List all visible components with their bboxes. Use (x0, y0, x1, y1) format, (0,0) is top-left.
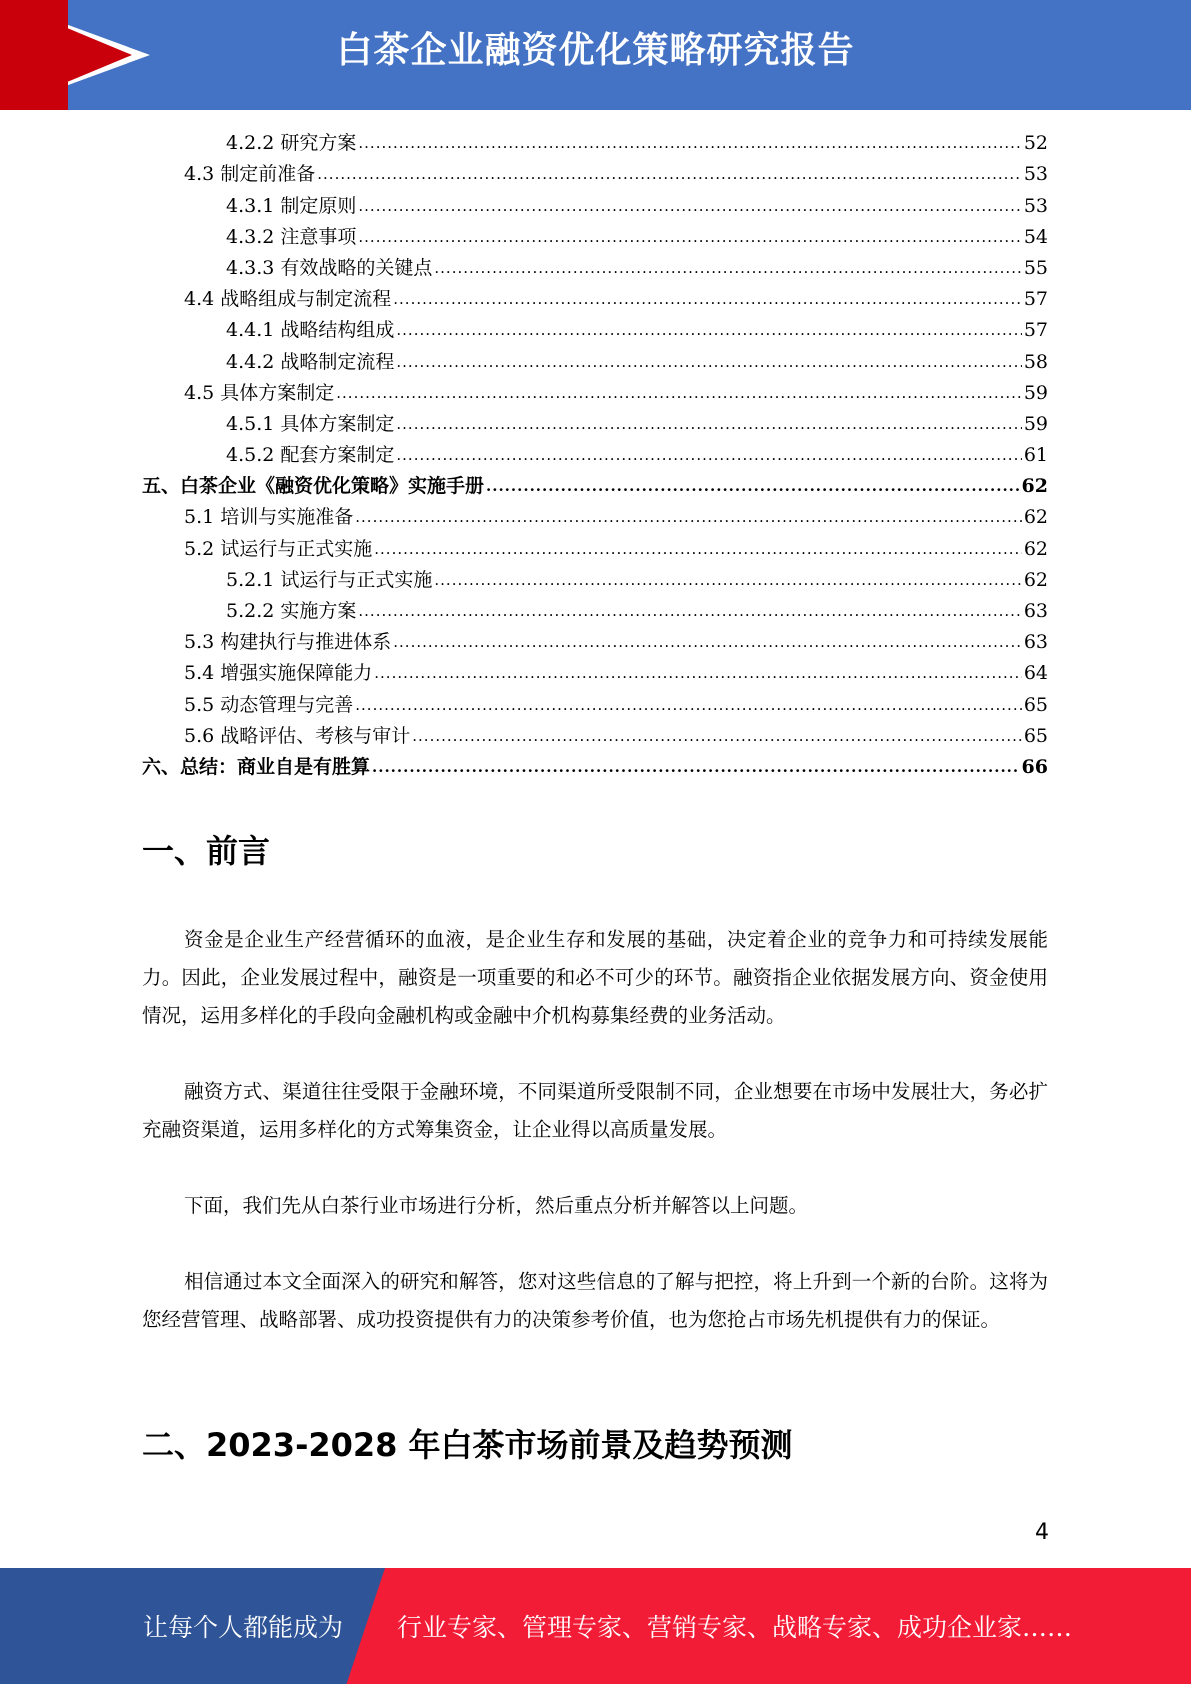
toc-entry[interactable] (142, 284, 1048, 315)
toc-entry-label: 4.3.2 注意事项 (226, 225, 357, 248)
toc-entry[interactable] (142, 627, 1048, 658)
paragraph: 相信通过本文全面深入的研究和解答，您对这些信息的了解与把控，将上升到一个新的台阶。这将为您经营管理、战略部署、成功投资提供有力的决策参考价值，也为您抢占市场先机提供有力的保证。 (142, 1270, 1048, 1331)
section-heading-preface: 一、前言 (142, 832, 271, 870)
toc-entry-page: 53 (1023, 163, 1048, 186)
toc-leader-dots (434, 565, 1021, 596)
toc-leader-dots (355, 502, 1022, 533)
toc-entry[interactable] (142, 721, 1048, 752)
toc-entry[interactable] (142, 315, 1048, 346)
toc-entry[interactable] (142, 689, 1048, 720)
toc-entry[interactable] (142, 128, 1048, 159)
toc-entry-page: 58 (1023, 350, 1048, 373)
page-number: 4 (1035, 1520, 1049, 1545)
toc-entry-label: 4.2.2 研究方案 (226, 132, 357, 155)
toc-entry-label: 5.5 动态管理与完善 (184, 693, 354, 716)
toc-leader-dots (358, 128, 1021, 159)
toc-entry-page: 62 (1023, 568, 1048, 591)
toc-entry[interactable] (142, 565, 1048, 596)
toc-entry[interactable] (142, 253, 1048, 284)
toc-entry-page: 63 (1023, 631, 1048, 654)
paragraph: 下面，我们先从白茶行业市场进行分析，然后重点分析并解答以上问题。 (184, 1194, 809, 1217)
toc-entry-page: 61 (1023, 444, 1048, 467)
toc-entry-page: 52 (1023, 132, 1048, 155)
toc-leader-dots (374, 658, 1022, 689)
page-header (0, 0, 1191, 110)
toc-leader-dots (396, 409, 1021, 440)
toc-entry-page: 55 (1023, 256, 1048, 279)
toc-entry-page: 65 (1023, 724, 1048, 747)
toc-entry-label: 5.6 战略评估、考核与审计 (184, 724, 411, 747)
toc-leader-dots (358, 191, 1021, 222)
toc-entry[interactable] (142, 533, 1048, 564)
toc-leader-dots (393, 627, 1022, 658)
toc-leader-dots (358, 596, 1021, 627)
toc-leader-dots (358, 222, 1021, 253)
toc-leader-dots (336, 378, 1022, 409)
toc-entry-page: 54 (1023, 225, 1048, 248)
toc-leader-dots (393, 284, 1022, 315)
toc-entry-label: 5.1 培训与实施准备 (184, 506, 354, 529)
toc-entry[interactable] (142, 596, 1048, 627)
footer-slogan-left: 让每个人都能成为 (143, 1613, 344, 1642)
toc-entry-page: 62 (1021, 475, 1048, 498)
toc-entry[interactable] (142, 190, 1048, 221)
toc-entry-page: 59 (1023, 381, 1048, 404)
toc-entry-page: 53 (1023, 194, 1048, 217)
toc-entry[interactable] (142, 159, 1048, 190)
toc-entry[interactable] (142, 378, 1048, 409)
toc-leader-dots (317, 159, 1022, 190)
toc-entry[interactable] (142, 502, 1048, 533)
toc-entry-label: 五、白茶企业《融资优化策略》实施手册 (142, 475, 485, 498)
toc-leader-dots (412, 721, 1022, 752)
toc-entry-page: 57 (1023, 288, 1048, 311)
paragraph: 融资方式、渠道往往受限于金融环境，不同渠道所受限制不同，企业想要在市场中发展壮大，务必扩充融资渠道，运用多样化的方式筹集资金，让企业得以高质量发展。 (142, 1080, 1048, 1141)
toc-entry[interactable] (142, 346, 1048, 377)
toc-leader-dots (486, 471, 1020, 502)
toc-entry-label: 4.3 制定前准备 (184, 163, 316, 186)
toc-entry-label: 5.3 构建执行与推进体系 (184, 631, 392, 654)
toc-entry-page: 63 (1023, 600, 1048, 622)
toc-leader-dots (434, 253, 1021, 284)
toc-entry-label: 4.4.1 战略结构组成 (226, 319, 395, 342)
toc-entry-page: 62 (1023, 537, 1048, 560)
toc-entry[interactable] (142, 440, 1048, 471)
toc-entry-label: 4.3.3 有效战略的关键点 (226, 256, 433, 279)
toc-entry-page: 64 (1023, 662, 1048, 685)
toc-leader-dots (396, 315, 1021, 346)
toc-entry[interactable] (142, 222, 1048, 253)
page-footer (0, 1568, 1191, 1684)
toc-entry-label: 5.2.1 试运行与正式实施 (226, 568, 433, 591)
toc-entry[interactable] (142, 658, 1048, 689)
toc-leader-dots (355, 690, 1022, 721)
toc-entry[interactable] (142, 409, 1048, 440)
section-heading-forecast: 二、2023-2028 年白茶市场前景及趋势预测 (142, 1426, 793, 1464)
toc-leader-dots (396, 347, 1021, 378)
toc-entry-page: 59 (1023, 412, 1048, 435)
paragraph: 资金是企业生产经营循环的血液，是企业生存和发展的基础，决定着企业的竞争力和可持续发展能力。因此，企业发展过程中，融资是一项重要的和必不可少的环节。融资指企业依据发展方向、资金使用情况，运用多样化的手段向金融机构或金融中介机构募集经费的业务活动。 (142, 928, 1048, 1027)
toc-entry-label: 4.5.2 配套方案制定 (226, 444, 395, 467)
toc-entry-label: 4.4 战略组成与制定流程 (184, 288, 392, 311)
toc-entry-label: 4.4.2 战略制定流程 (226, 350, 395, 373)
toc-entry-label: 5.2.2 实施方案 (226, 600, 357, 622)
toc-entry-page: 65 (1023, 693, 1048, 716)
toc-leader-dots (396, 440, 1021, 471)
footer-slogan-right: 行业专家、管理专家、营销专家、战略专家、成功企业家…… (397, 1613, 1073, 1642)
toc-entry-label: 5.4 增强实施保障能力 (184, 662, 373, 685)
report-title: 白茶企业融资优化策略研究报告 (336, 30, 855, 71)
toc-entry[interactable] (142, 752, 1048, 783)
toc-leader-dots (374, 534, 1022, 565)
toc-entry-label: 5.2 试运行与正式实施 (184, 537, 373, 560)
toc-entry-label: 六、总结：商业自是有胜算 (142, 755, 371, 778)
toc-entry-label: 4.3.1 制定原则 (226, 194, 357, 217)
toc-leader-dots (372, 752, 1020, 783)
table-of-contents (142, 128, 1048, 783)
toc-entry-page: 62 (1023, 506, 1048, 529)
toc-entry[interactable] (142, 471, 1048, 502)
toc-entry-page: 66 (1021, 755, 1048, 778)
toc-entry-label: 4.5.1 具体方案制定 (226, 412, 395, 435)
toc-entry-page: 57 (1023, 319, 1048, 342)
toc-entry-label: 4.5 具体方案制定 (184, 381, 335, 404)
